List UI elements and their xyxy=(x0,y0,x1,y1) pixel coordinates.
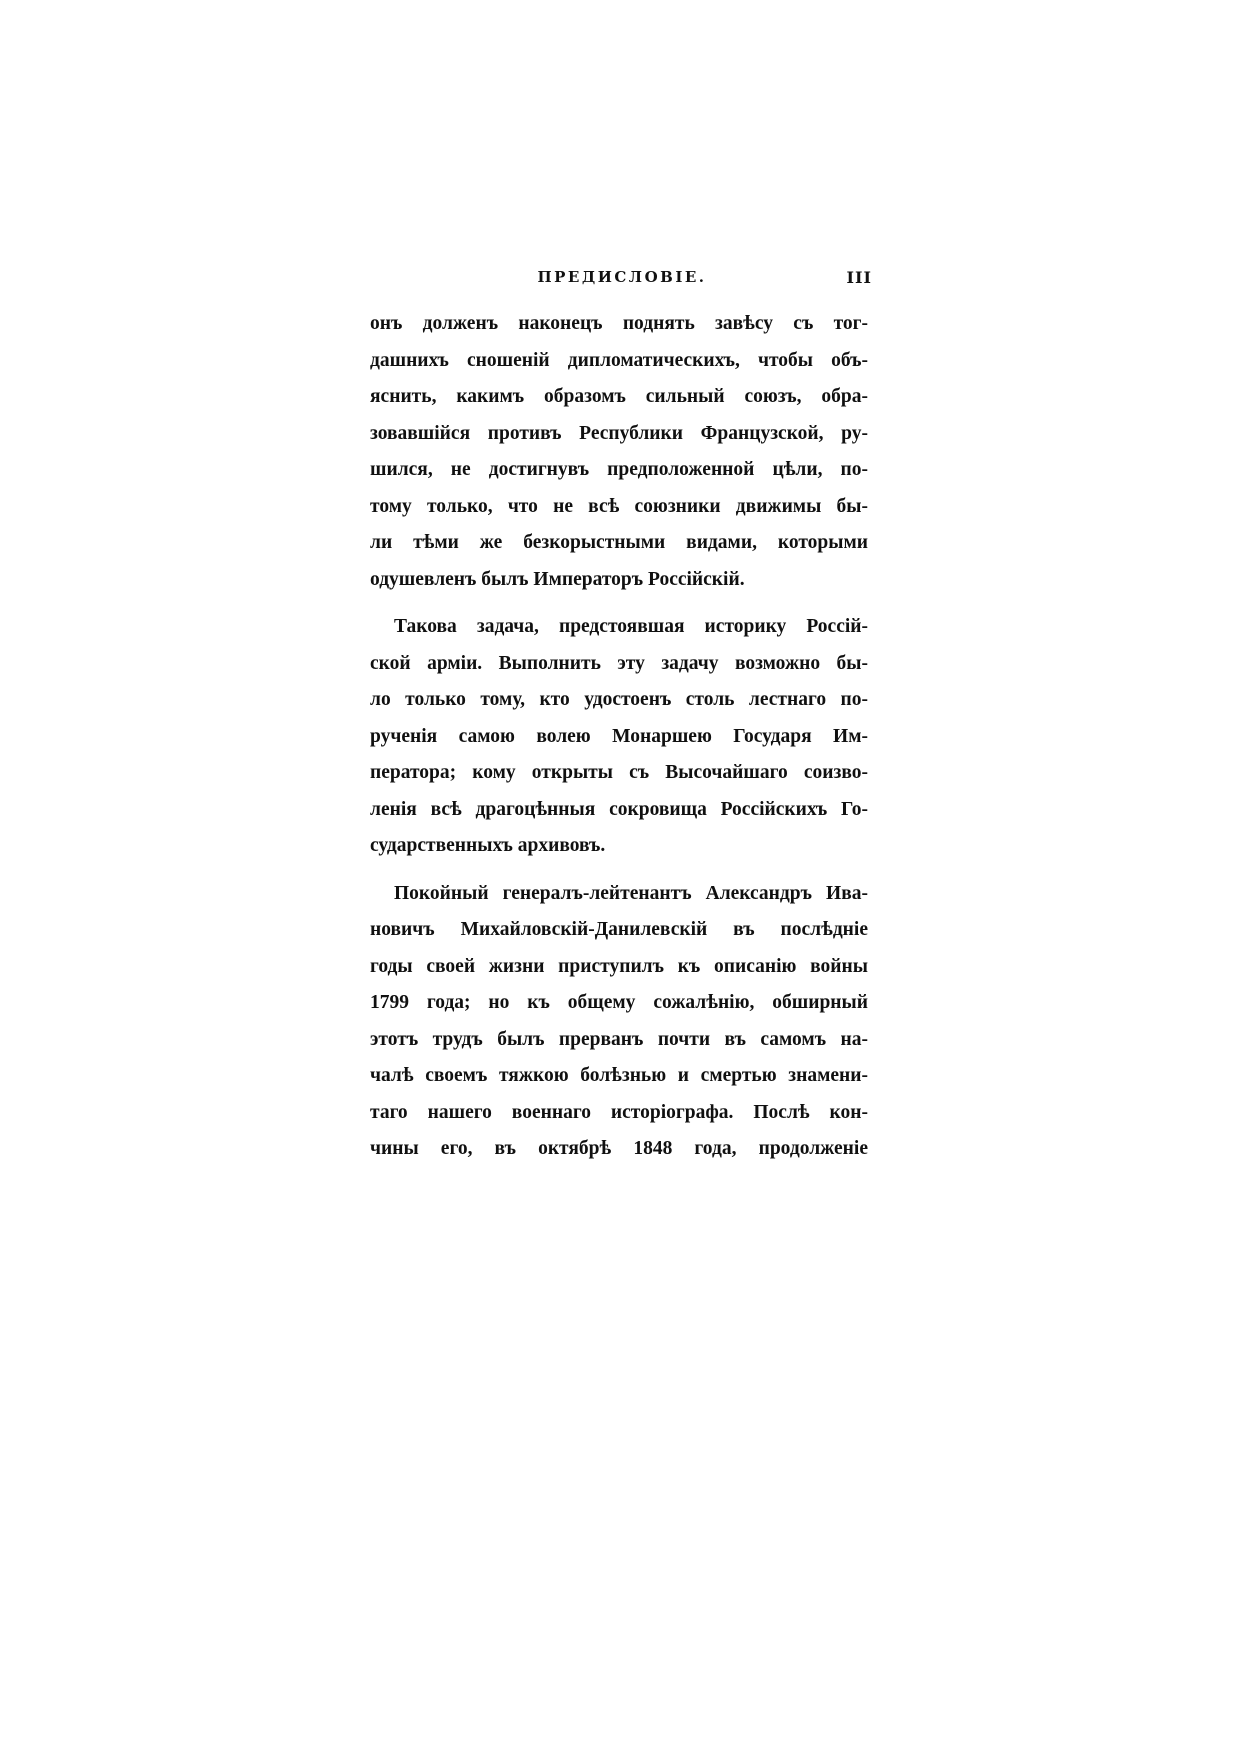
body-text xyxy=(370,306,868,1168)
text-line: ленія всѣ драгоцѣнныя сокровища Россійскихъ Го- xyxy=(370,798,868,820)
text-line: новичъ Михайловскій-Данилевскій въ послѣдніе xyxy=(370,919,868,940)
text-line: зовавшійся противъ Республики Французской, ру- xyxy=(370,422,868,444)
paragraph-gap xyxy=(370,598,868,609)
page-number: III xyxy=(846,268,872,287)
text-line: одушевленъ былъ Императоръ Россійскій. xyxy=(370,568,745,590)
running-head: ПРЕДИСЛОВІЕ. xyxy=(537,268,707,286)
text-line: шился, не достигнувъ предположенной цѣли, по- xyxy=(370,459,868,480)
text-line: этотъ трудъ былъ прерванъ почти въ самомъ на- xyxy=(370,1028,868,1050)
text-line: годы своей жизни приступилъ къ описанію войны xyxy=(370,955,868,977)
text-line: яснить, какимъ образомъ сильный союзъ, обра- xyxy=(370,386,868,407)
text-line: сударственныхъ архивовъ. xyxy=(370,835,606,856)
text-line: тому только, что не всѣ союзники движимы бы- xyxy=(370,495,868,517)
text-line: таго нашего военнаго исторіографа. Послѣ кон- xyxy=(370,1101,868,1123)
paragraph-gap xyxy=(370,865,868,876)
paragraph xyxy=(370,306,868,598)
text-line: 1799 года; но къ общему сожалѣнію, обширный xyxy=(370,992,868,1013)
page-header xyxy=(372,268,872,294)
text-line: Такова задача, предстоявшая историку Россій- xyxy=(394,616,868,637)
text-line: онъ долженъ наконецъ поднять завѣсу съ тог- xyxy=(370,313,868,334)
text-line: рученія самою волею Монаршею Государя Им- xyxy=(370,725,868,747)
text-line: ло только тому, кто удостоенъ столь лестнаго по- xyxy=(370,689,868,710)
paragraph xyxy=(370,876,868,1168)
text-line: ператора; кому открыты съ Высочайшаго соизво- xyxy=(370,762,868,783)
text-line: Покойный генералъ-лейтенантъ Александръ Ива- xyxy=(394,882,868,904)
paragraph xyxy=(370,609,868,865)
text-line: чины его, въ октябрѣ 1848 года, продолженіе xyxy=(370,1138,868,1159)
text-line: ской арміи. Выполнить эту задачу возможно бы- xyxy=(370,652,868,674)
text-line: ли тѣми же безкорыстными видами, которыми xyxy=(370,532,868,553)
text-line: чалѣ своемъ тяжкою болѣзнью и смертью знамени- xyxy=(370,1065,868,1086)
text-line: дашнихъ сношеній дипломатическихъ, чтобы объ- xyxy=(370,349,868,371)
